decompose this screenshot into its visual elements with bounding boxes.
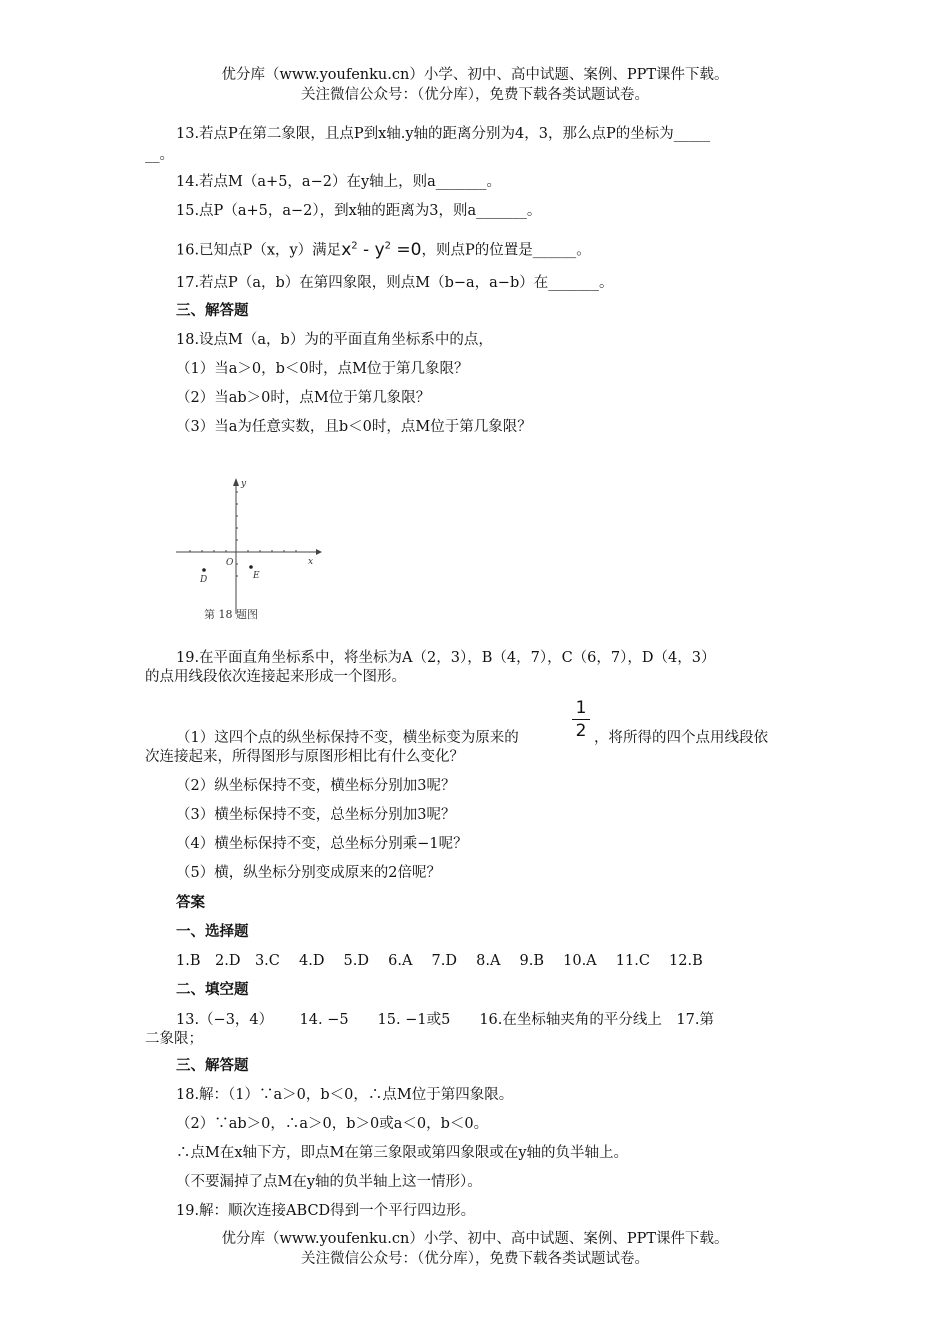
question-16-prefix: 16.已知点P（x，y）满足 <box>176 242 342 259</box>
formula-exp-2: 2 <box>384 240 392 251</box>
x-axis-label: x <box>308 557 314 567</box>
header-line-1: 优分库（www.youfenku.cn）小学、初中、高中试题、案例、PPT课件下载。 <box>221 67 729 83</box>
question-17: 17.若点P（a，b）在第四象限，则点M（b−a，a−b）在_______。 <box>176 275 614 291</box>
answers-section-1: 一、选择题 <box>176 923 249 940</box>
point-e-label: E <box>253 571 260 581</box>
question-16 <box>176 236 591 261</box>
section-3-title: 三、解答题 <box>176 302 249 319</box>
formula-x: x <box>341 239 352 260</box>
answer-18-line-1: 18.解：（1）∵a＞0，b＜0，∴点M位于第四象限。 <box>176 1087 514 1103</box>
question-18-stem: 18.设点M（a，b）为的平面直角坐标系中的点， <box>176 332 493 348</box>
question-13-line-1: 13.若点P在第二象限，且点P到x轴.y轴的距离分别为4，3，那么点P的坐标为_____ <box>176 126 711 142</box>
question-19-part-4: （4）横坐标保持不变，总坐标分别乘−1呢？ <box>176 836 468 852</box>
y-axis-arrow <box>233 478 239 486</box>
formula-exp-1: 2 <box>351 240 358 251</box>
fraction-denominator: 2 <box>575 721 587 741</box>
formula-equals-zero: =0 <box>391 239 422 260</box>
answer-18-line-3: ∴点M在x轴下方，即点M在第三象限或第四象限或在y轴的负半轴上。 <box>176 1145 629 1161</box>
fraction-one-half <box>572 699 590 740</box>
answers-section-3: 三、解答题 <box>176 1057 249 1074</box>
point-d-label: D <box>200 575 208 585</box>
answer-18-line-2: （2）∵ab＞0，∴a＞0，b＞0或a＜0，b＜0。 <box>176 1116 489 1132</box>
answers-fill-line-1: 13.（−3，4） 14. −5 15. −1或5 16.在坐标轴夹角的平分线上 17.第 <box>176 1012 714 1028</box>
question-18-part-3: （3）当a为任意实数，且b＜0时，点M位于第几象限？ <box>176 419 532 435</box>
answers-section-2: 二、填空题 <box>176 981 249 998</box>
formula-minus-y: - y <box>357 239 385 260</box>
fraction-numerator: 1 <box>575 698 587 718</box>
question-15: 15.点P（a+5，a−2），到x轴的距离为3，则a_______。 <box>176 203 542 219</box>
origin-label: O <box>226 558 234 568</box>
x-axis-arrow <box>316 549 322 555</box>
question-16-suffix: ，则点P的位置是______。 <box>421 242 591 259</box>
header-line-2: 关注微信公众号：（优分库），免费下载各类试题试卷。 <box>301 87 649 103</box>
question-13-line-2: __。 <box>145 147 174 163</box>
question-18-part-1: （1）当a＞0，b＜0时，点M位于第几象限？ <box>176 361 469 377</box>
question-19-part-1-b: ，将所得的四个点用线段依 <box>594 730 768 746</box>
fraction-bar <box>572 719 590 720</box>
answers-choice-line: 1.B 2.D 3.C 4.D 5.D 6.A 7.D 8.A 9.B 10.A 11.C 12.B <box>176 953 703 969</box>
question-19-part-2: （2）纵坐标保持不变，横坐标分别加3呢？ <box>176 778 456 794</box>
figure-caption: 第 18 题图 <box>204 608 258 621</box>
point-d-dot <box>202 568 206 572</box>
question-19-stem-2: 的点用线段依次连接起来形成一个图形。 <box>145 669 406 685</box>
answer-18-line-4: （不要漏掉了点M在y轴的负半轴上这一情形）。 <box>176 1174 482 1190</box>
question-19-part-3: （3）横坐标保持不变，总坐标分别加3呢？ <box>176 807 456 823</box>
footer-line-1: 优分库（www.youfenku.cn）小学、初中、高中试题、案例、PPT课件下载。 <box>221 1231 729 1247</box>
question-16-formula <box>341 240 421 260</box>
answers-title: 答案 <box>176 894 205 911</box>
question-14: 14.若点M（a+5，a−2）在y轴上，则a_______。 <box>176 174 502 190</box>
answers-fill-line-2: 二象限； <box>145 1031 203 1047</box>
answer-19: 19.解：顺次连接ABCD得到一个平行四边形。 <box>176 1203 476 1219</box>
point-e-dot <box>249 565 253 569</box>
question-18-part-2: （2）当ab＞0时，点M位于第几象限？ <box>176 390 431 406</box>
question-19-stem-1: 19.在平面直角坐标系中，将坐标为A（2，3），B（4，7），C（6，7），D（4，3） <box>176 650 716 666</box>
y-axis-label: y <box>241 479 247 489</box>
footer-line-2: 关注微信公众号：（优分库），免费下载各类试题试卷。 <box>301 1251 649 1267</box>
question-19-part-1-c: 次连接起来，所得图形与原图形相比有什么变化？ <box>145 749 464 765</box>
question-19-part-1-a: （1）这四个点的纵坐标保持不变，横坐标变为原来的 <box>176 730 519 746</box>
question-19-part-5: （5）横，纵坐标分别变成原来的2倍呢？ <box>176 865 441 881</box>
